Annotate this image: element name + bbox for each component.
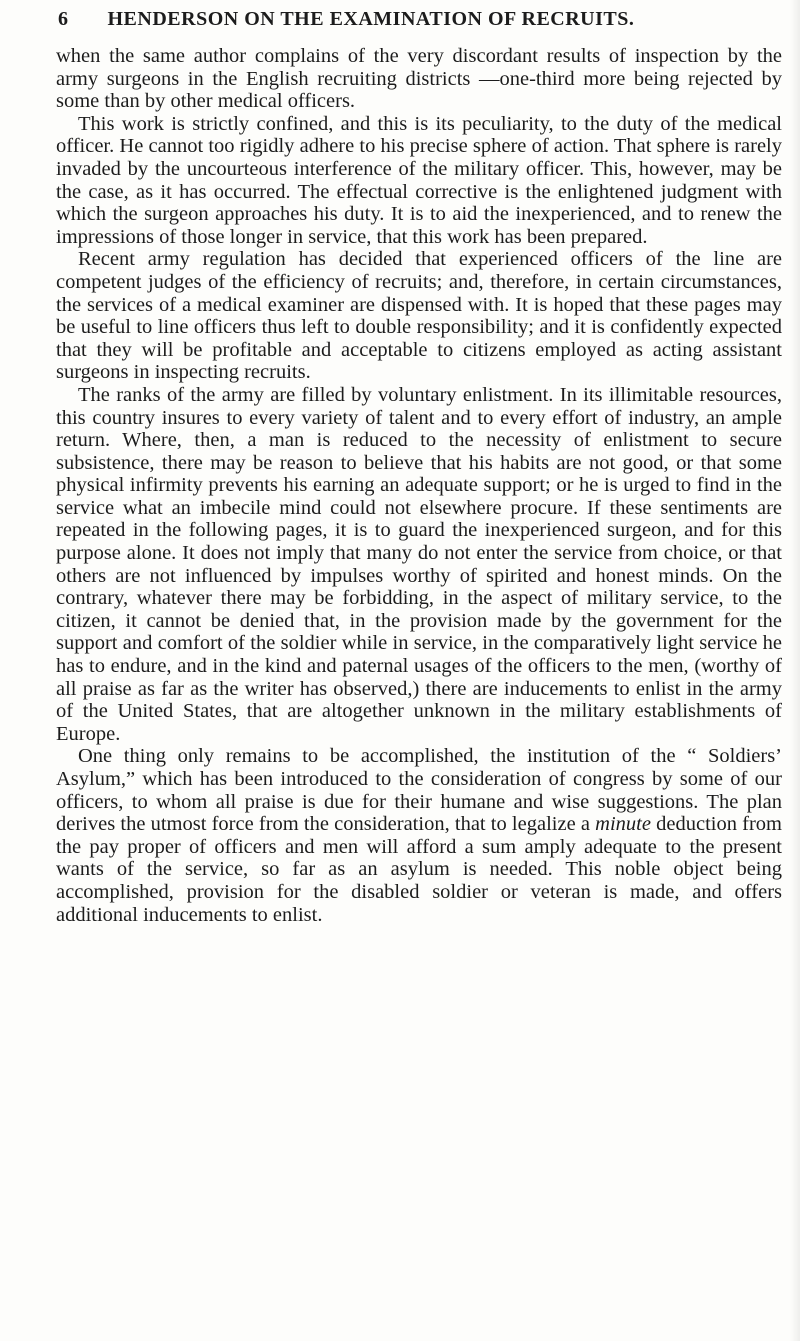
asylum-text-after: deduction from the pay proper of officers and men will afford a sum amply adequate to the present wants of the service, so far as an asylum is needed. This noble object being accomplished, provision for the disabled soldier or veteran is made, and offers additional inducements to enlist. (56, 813, 782, 926)
paragraph-voluntary-enlistment: The ranks of the army are filled by voluntary enlistment. In its illimitable resources, this country insures to every variety of talent and to every effort of industry, an ample return. Where, then, a man is reduced to the necessity of enlistment to secure subsistence, there may be reason to believe that his habits are not good, or that some physical infirmity prevents his earning an adequate support; or he is urged to find in the service what an imbecile mind could not elsewhere procure. If these sentiments are repeated in the following pages, it is to guard the inexperienced surgeon, and for this purpose alone. It does not imply that many do not enter the service from choice, or that others are not influenced by impulses worthy of spirited and honest minds. On the contrary, whatever there may be forbidding, in the aspect of military service, to the citizen, it cannot be denied that, in the provision made by the government for the support and comfort of the soldier while in service, in the comparatively light service he has to endure, and in the kind and paternal usages of the officers to the men, (worthy of all praise as far as the writer has observed,) there are inducements to enlist in the army of the United States, that are altogether unknown in the military establishments of Europe. (56, 383, 782, 745)
page-number: 6 (58, 8, 69, 30)
body-text (56, 45, 782, 926)
paragraph-continuation: when the same author complains of the very discordant results of inspection by the army surgeons in the English recruiting districts —one-third more being rejected by some than by other medical officers. (56, 45, 782, 113)
asylum-text-before: One thing only remains to be accomplished, the institution of the “ Soldiers’ Asylum,” which has been introduced to the consideration of congress by some of our officers, to whom all praise is due for their humane and wise suggestions. The plan derives the utmost force from the consideration, that to legalize a (56, 745, 782, 836)
running-head-title: HENDERSON ON THE EXAMINATION OF RECRUITS. (107, 8, 635, 30)
running-head (54, 4, 784, 34)
paragraph-soldiers-asylum (56, 745, 782, 926)
page-edge-shadow (790, 0, 800, 1341)
emphasized-word: minute (595, 813, 651, 836)
paragraph-army-regulation: Recent army regulation has decided that experienced officers of the line are competent judges of the efficiency of recruits; and, therefore, in certain circumstances, the services of a medical examiner are dispensed with. It is hoped that these pages may be useful to line officers thus left to double responsibility; and it is confidently expected that they will be profitable and acceptable to citizens employed as acting assistant surgeons in inspecting recruits. (56, 248, 782, 384)
paragraph-medical-officer-duty: This work is strictly confined, and this is its peculiarity, to the duty of the medical officer. He cannot too rigidly adhere to his precise sphere of action. That sphere is rarely invaded by the uncourteous interference of the military officer. This, however, may be the case, as it has occurred. The effectual corrective is the enlightened judgment with which the surgeon approaches his duty. It is to aid the inexperienced, and to renew the impressions of those longer in service, that this work has been prepared. (56, 112, 782, 248)
